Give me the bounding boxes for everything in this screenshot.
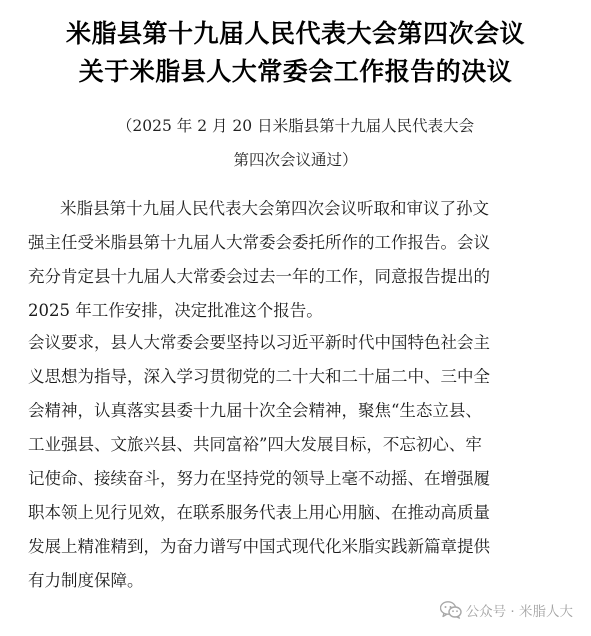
paragraph-2-line: 会精神，认真落实县委十九届十次全会精神，聚焦“生态立县、	[28, 401, 482, 420]
paragraph-1-line: 2025 年工作安排，决定批准这个报告。	[28, 301, 323, 320]
paragraph-2-line: 职本领上见行见效，在联系服务代表上用心用脑、在推动高质量	[28, 503, 490, 522]
adoption-note-line-1: （2025 年 2 月 20 日米脂县第十九届人民代表大会	[116, 117, 475, 135]
wechat-icon	[440, 601, 462, 619]
paragraph-2-line: 记使命、接续奋斗，努力在坚持党的领导上毫不动摇、在增强履	[28, 469, 490, 488]
paragraph-1-line: 强主任受米脂县第十九届人大常委会委托所作的工作报告。会议	[28, 233, 490, 252]
paragraph-2-line: 工业强县、文旅兴县、共同富裕”四大发展目标，不忘初心、牢	[28, 435, 482, 454]
document-title-line-1: 米脂县第十九届人民代表大会第四次会议	[65, 19, 525, 48]
paragraph-2-line: 义思想为指导，深入学习贯彻党的二十大和二十届二中、三中全	[28, 367, 490, 386]
adoption-note-line-2: 第四次会议通过）	[233, 151, 358, 169]
paragraph-2-line: 发展上精准精到，为奋力谱写中国式现代化米脂实践新篇章提供	[28, 537, 490, 556]
wechat-watermark	[440, 600, 573, 620]
paragraph-2-line: 有力制度保障。	[28, 571, 144, 590]
paragraph-2-line: 会议要求，县人大常委会要坚持以习近平新时代中国特色社会主	[28, 333, 490, 352]
document-title-line-2: 关于米脂县人大常委会工作报告的决议	[78, 57, 513, 86]
paragraph-1-line: 米脂县第十九届人民代表大会第四次会议听取和审议了孙文	[60, 199, 489, 218]
paragraph-1-line: 充分肯定县十九届人大常委会过去一年的工作，同意报告提出的	[28, 267, 490, 286]
watermark-text: 公众号 · 米脂人大	[465, 604, 573, 620]
